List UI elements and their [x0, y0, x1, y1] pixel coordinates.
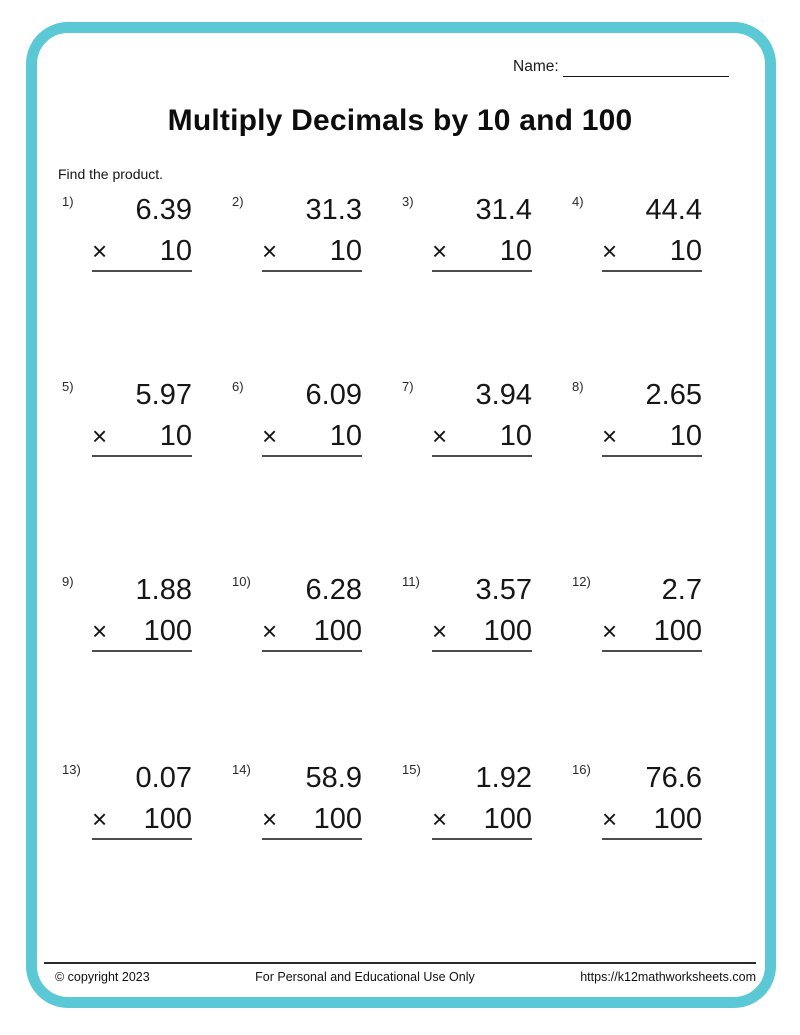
problem-work: [602, 377, 702, 457]
problem-work: [432, 572, 532, 652]
answer-line: [92, 421, 192, 457]
problem-number: 13): [62, 762, 81, 777]
problem-10: [226, 572, 396, 662]
multiply-sign: ×: [602, 616, 618, 646]
answer-line: [602, 421, 702, 457]
problem-work: [92, 192, 192, 272]
operand: 58.9: [305, 762, 362, 794]
multiplier: 10: [669, 235, 702, 267]
multiplier: 10: [329, 235, 362, 267]
operand: 6.39: [135, 194, 192, 226]
footer-divider: [44, 962, 756, 964]
answer-line: [602, 804, 702, 840]
problem-work: [262, 377, 362, 457]
answer-line: [432, 236, 532, 272]
multiply-sign: ×: [92, 421, 108, 451]
multiplier: 100: [313, 803, 362, 835]
multiplier: 10: [159, 235, 192, 267]
problem-number: 14): [232, 762, 251, 777]
answer-line: [92, 616, 192, 652]
multiply-sign: ×: [432, 616, 448, 646]
multiplier: 100: [653, 803, 702, 835]
answer-line: [92, 236, 192, 272]
problem-6: [226, 377, 396, 467]
problem-number: 8): [572, 379, 584, 394]
problem-16: [566, 760, 736, 850]
problem-number: 3): [402, 194, 414, 209]
problem-work: [602, 572, 702, 652]
answer-line: [602, 616, 702, 652]
website-url: https://k12mathworksheets.com: [580, 970, 756, 984]
answer-line: [262, 804, 362, 840]
problem-work: [602, 760, 702, 840]
problem-number: 12): [572, 574, 591, 589]
multiplier: 10: [159, 420, 192, 452]
name-label: Name:: [513, 58, 559, 75]
operand: 3.94: [475, 379, 532, 411]
name-blank-line: [563, 59, 729, 77]
multiply-sign: ×: [92, 236, 108, 266]
problem-number: 15): [402, 762, 421, 777]
problem-number: 7): [402, 379, 414, 394]
multiply-sign: ×: [262, 236, 278, 266]
multiply-sign: ×: [262, 804, 278, 834]
multiply-sign: ×: [432, 236, 448, 266]
problem-number: 16): [572, 762, 591, 777]
multiply-sign: ×: [602, 804, 618, 834]
problem-work: [92, 572, 192, 652]
name-field: [513, 58, 729, 77]
problem-number: 2): [232, 194, 244, 209]
problem-work: [262, 192, 362, 272]
multiplier: 10: [499, 235, 532, 267]
operand: 76.6: [645, 762, 702, 794]
problem-number: 9): [62, 574, 74, 589]
copyright-text: © copyright 2023: [55, 970, 150, 984]
answer-line: [262, 616, 362, 652]
multiplier: 10: [499, 420, 532, 452]
problem-7: [396, 377, 566, 467]
multiplier: 10: [669, 420, 702, 452]
multiply-sign: ×: [262, 421, 278, 451]
multiply-sign: ×: [432, 421, 448, 451]
problem-number: 6): [232, 379, 244, 394]
page-title: Multiply Decimals by 10 and 100: [167, 104, 633, 137]
answer-line: [432, 616, 532, 652]
problem-number: 4): [572, 194, 584, 209]
multiplier: 100: [143, 615, 192, 647]
multiply-sign: ×: [602, 236, 618, 266]
operand: 6.28: [305, 574, 362, 606]
answer-line: [262, 236, 362, 272]
problem-13: [56, 760, 226, 850]
multiplier: 100: [483, 615, 532, 647]
problem-work: [432, 377, 532, 457]
problem-work: [262, 572, 362, 652]
multiplier: 100: [313, 615, 362, 647]
problem-work: [432, 192, 532, 272]
multiplier: 100: [653, 615, 702, 647]
multiply-sign: ×: [92, 804, 108, 834]
problem-number: 11): [402, 574, 420, 589]
problem-number: 1): [62, 194, 74, 209]
problem-row-4: [56, 760, 736, 850]
problem-9: [56, 572, 226, 662]
problem-2: [226, 192, 396, 282]
operand: 44.4: [645, 194, 702, 226]
operand: 1.88: [135, 574, 192, 606]
problem-work: [92, 760, 192, 840]
problem-5: [56, 377, 226, 467]
multiply-sign: ×: [92, 616, 108, 646]
operand: 31.4: [475, 194, 532, 226]
operand: 1.92: [475, 762, 532, 794]
problem-1: [56, 192, 226, 282]
operand: 3.57: [475, 574, 532, 606]
multiplier: 100: [143, 803, 192, 835]
usage-text: For Personal and Educational Use Only: [255, 970, 475, 984]
multiplier: 10: [329, 420, 362, 452]
answer-line: [92, 804, 192, 840]
problem-8: [566, 377, 736, 467]
operand: 31.3: [305, 194, 362, 226]
operand: 5.97: [135, 379, 192, 411]
problem-4: [566, 192, 736, 282]
answer-line: [432, 421, 532, 457]
operand: 0.07: [135, 762, 192, 794]
problem-14: [226, 760, 396, 850]
problem-number: 10): [232, 574, 251, 589]
problem-11: [396, 572, 566, 662]
problem-row-2: [56, 377, 736, 467]
problem-15: [396, 760, 566, 850]
problem-3: [396, 192, 566, 282]
operand: 6.09: [305, 379, 362, 411]
operand: 2.7: [661, 574, 702, 606]
problem-work: [602, 192, 702, 272]
operand: 2.65: [645, 379, 702, 411]
instruction-text: Find the product.: [58, 166, 164, 182]
answer-line: [262, 421, 362, 457]
answer-line: [602, 236, 702, 272]
problem-row-1: [56, 192, 736, 282]
answer-line: [432, 804, 532, 840]
problem-work: [432, 760, 532, 840]
problem-work: [262, 760, 362, 840]
problem-12: [566, 572, 736, 662]
multiplier: 100: [483, 803, 532, 835]
problem-row-3: [56, 572, 736, 662]
multiply-sign: ×: [432, 804, 448, 834]
footer: [55, 970, 756, 984]
problem-work: [92, 377, 192, 457]
multiply-sign: ×: [602, 421, 618, 451]
problem-number: 5): [62, 379, 74, 394]
multiply-sign: ×: [262, 616, 278, 646]
